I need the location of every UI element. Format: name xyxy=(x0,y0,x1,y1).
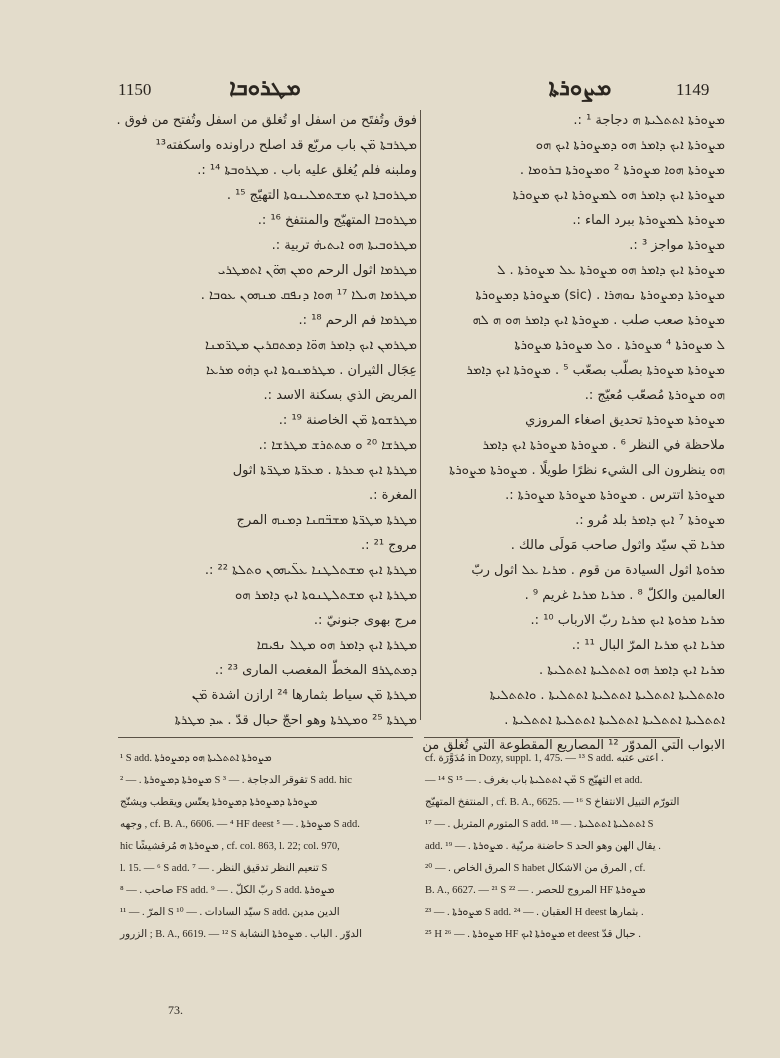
entry-line: ܡܛܪܬܐ ܐܝܟ ܡܫܬܠܛܢܘܬܐ ܐܝܟ ܕܐܡܪ ܗܘ xyxy=(235,588,417,603)
right-text-column xyxy=(420,108,725,758)
entry-line: الابواب التي المدوّر ¹² المصاريع المقطوعة التي تُغلق من xyxy=(422,738,725,753)
entry-line: ܡܪܝܐ ܐܝܟ ܕܐܡܪ ܗܘ ܐܬܬܠܝܬܐ ܐܬܬܠܝܬܐ . xyxy=(538,663,725,678)
entry-line: ملاحظة في النظر ⁶ . ܡܨܘܪܬܐ ܡܨܘܪܬܐ ܐܝܟ ܕܐܡܪ xyxy=(482,438,725,453)
entry-line: ܡܨܘܪܬܐ مواجز ³ :. xyxy=(629,238,725,253)
entry-line: ܡܨܘܪܬܐ ܗܘܐ ܡܨܘܪܬܐ ² ܘܡܨܘܪܬܐ ܒܪܘܡܐ . xyxy=(519,163,725,178)
footnote-line: المتورم المتربل . — ¹⁷ S add. ܐܬܬܠܝܬܐ ܐܬܬܠܝܬܐ . — ¹⁸ S xyxy=(425,819,654,830)
entry-line: ܡܛܪܬܐ ܐܝܟ ܕܐܡܪ ܗܘ ܡܛܠ ܢܦܝܩܐ xyxy=(256,638,417,653)
entry-line: ܐܬܬܠܝܬܐ ܐܬܬܠܝܬܐ ܐܬܬܠܝܬܐ ܐܬܬܠܝܬܐ ܐܬܬܠܝܬܐ . xyxy=(504,713,725,728)
footnote-line: المنتفخ المتهيّج , cf. B. A., 6625. — ¹⁶ S التورّم التبيل الانتفاخ xyxy=(425,797,680,808)
entry-line: ܡܨܘܪܬܐ ܠܡܨܘܪܬܐ ببرد الماء :. xyxy=(572,213,725,228)
footnote-line: صاحب . — ⁸ FS add. ربّ الكلّ . — ⁹ S add. ܡܨܘܪܬܐ xyxy=(120,885,335,896)
entry-line: ܡܛܪܬܐ ܡ̈ܢ سياط بثمارها ²⁴ ارازن اشدة ܡ̈ܢ xyxy=(191,688,417,703)
entry-line: ܡܨܘܪܬܐ ܐܬܬܠܝܬܐ ܗ دجاجة ¹ :. xyxy=(573,113,725,128)
footnote-rule-left xyxy=(118,737,413,738)
entry-line: ܕܡܬܛܪܦ المخطّ المغصب المارى ²³ :. xyxy=(214,663,417,678)
footnote-line: — ¹⁴ S ܡ̈ܢ ܐܬܬܠܝܬܐ باب بغرف . — ¹⁵ S التهيّج et add. xyxy=(425,775,643,786)
entry-line: ܡܨܘܪܬܐ ⁷ ܐܝܟ ܕܐܡܪ بلد مُرو :. xyxy=(575,513,725,528)
entry-line: العالمين والكلّ ⁸ . ܡܪܝܐ ܡܪܝܐ غريم ⁹ . xyxy=(524,588,725,603)
footnote-line: وجهه , cf. B. A., 6606. — ⁴ HF deest ܡܨܘܪܬܐ . — ⁵ S add. xyxy=(120,819,360,830)
entry-line: ܠ ܡܨܘܪܬܐ ⁴ ܡܨܘܪܬܐ . ܘܠ ܡܨܘܪܬܐ ܡܨܘܪܬܐ xyxy=(514,338,725,353)
right-running-head: ܡܨܘܪܬܐ xyxy=(548,76,612,101)
entry-line: مرج بهوى جنونيّ :. xyxy=(313,613,417,628)
entry-line: ܡܨܘܪܬܐ ܐܝܟ ܕܐܡܪ ܗܘ ܡܨܘܪܬܐ ܥܠ ܡܨܘܪܬܐ . ܠ xyxy=(496,263,725,278)
footnote-line: hic ܡܨܘܪܬܐ ܗ مُرقشيشًا , cf. col. 863, l. 22; col. 970, xyxy=(120,841,340,852)
entry-line: ܡܛܪܡܐ اثول الرحم ܘܡܢ ܗܘ̈ܢ ܐܬܡܛܪܝ xyxy=(217,263,417,278)
footnote-line: ܡܨܘܪܬܐ ܕܡܨܘܪܬܐ . — ² S تقوقر الدجاجة . — ³ S add. hic xyxy=(120,775,352,786)
footnote-line: B. A., 6627. — ²¹ S المروج للحصر . — ²² HF ܡܨܘܪܬܐ xyxy=(425,885,646,896)
footnote-line: ܡܨܘܪܬܐ . — ²³ S add. العقبان . — ²⁴ H deest بثمارها . xyxy=(425,907,644,918)
entry-line: المغرة :. xyxy=(369,488,417,503)
entry-line: ܡܛܪܘܒܬܐ ܐܝܟ ܡܫܬܡܠܝܢܘܬܐ التهيّج ¹⁵ . xyxy=(226,188,417,203)
footnotes-right xyxy=(425,748,683,946)
entry-line: المريض الذي بسكنة الاسد :. xyxy=(263,388,417,403)
entry-line: ܡܪܝܐ ܐܝܟ ܡܪܝܐ المرّ البال ¹¹ :. xyxy=(571,638,725,653)
left-text-column xyxy=(112,108,417,733)
entry-line: ܡܨܘܪܬܐ ܡܨܘܪܬܐ تحديق اصغاء المروزي xyxy=(525,413,725,428)
entry-line: مروج ²¹ :. xyxy=(360,538,417,553)
entry-line: ܡܨܘܪܬܐ ܐܝܟ ܕܐܡܪ ܗܘ ܕܡܨܘܪܬܐ ܐܝܟ ܗܘ xyxy=(535,138,725,153)
entry-line: ܡܨܘܪܬܐ اتترس . ܡܨܘܪܬܐ ܡܨܘܪܬܐ ܡܨܘܪܬܐ :. xyxy=(505,488,725,503)
entry-line: ܡܨܘܪܬܐ ܡܨܘܪܬܐ بصلّب بصعّب ⁵ . ܡܨܘܪܬܐ ܐܝܟ ܕܐܡܪ xyxy=(466,363,725,378)
entry-line: ܡܛܪܫܐ ²⁰ ܘ ܡܬܬܪܫ ܡܛܪܫܐ :. xyxy=(258,438,417,453)
footnote-line: add. حاضنة مربّية . ܡܨܘܪܬܐ . — ¹⁹ S يقال الهن وهو الحد . xyxy=(425,841,661,852)
entry-line: ܗܘ ينظرون الى الشيء نظرًا طويلًا . ܡܨܘܪܬܐ ܡܨܘܪܬܐ xyxy=(449,463,725,478)
entry-line: ܡܨܘܪܬܐ ܕܡܨܘܪܬܐ ܢܘܗܪܐ . (sic) ܡܨܘܪܬܐ ܕܡܨܘܪܬܐ xyxy=(475,288,725,303)
footnote-line: ܡܨܘܪܬܐ ܕܡܨܘܪܬܐ ܕܡܨܘܪܬܐ يعتّس ويقطب ويشنّج xyxy=(120,797,318,808)
left-running-head: ܡܛܪܘܒܐ xyxy=(229,76,301,101)
footnote-line: l. 15. — ⁶ S add. تنعيم النظر تدقيق النظر . — ⁷ S xyxy=(120,863,328,874)
footnote-rule-right xyxy=(424,737,680,738)
entry-line: ܡܛܪܘܒܐ المتهيّج والمنتفخ ¹⁶ :. xyxy=(257,213,417,228)
left-page-number: 1150 xyxy=(118,80,152,99)
entry-line: ܡܛܪܫܘܬܐ ܡ̈ܢ الخاصنة ¹⁹ :. xyxy=(278,413,417,428)
entry-line: ܡܛܪܡܐ فم الرحم ¹⁸ :. xyxy=(298,313,417,328)
entry-line: ܘܐܬܬܠܝܬܐ ܐܬܬܠܝܬܐ ܐܬܬܠܝܬܐ ܐܬܬܠܝܬܐ . ܘܐܬܬܠܝܬܐ xyxy=(489,688,725,703)
footnote-line: الزرور ; B. A., 6619. — ¹² S الدوّر . الباب . ܡܨܘܪܬܐ النشابة xyxy=(120,929,363,940)
entry-line: ܡܛܪܘܒܝܬܐ ܗܘ ܐܝܬܝܗ̇ تربية :. xyxy=(271,238,417,253)
entry-line: عِجَال الثيران . ܡܛܪܡܢܘܬܐ ܐܝܟ ܕܗ̇ܘ ܡܪܥܐ xyxy=(205,363,417,378)
entry-line: ܗܘ ܡܨܘܪܬܐ مُصعّب مُعيّج :. xyxy=(584,388,725,403)
right-page-number: 1149 xyxy=(676,80,710,99)
entry-line: ܡܛܪܡܐ ܗܝܠܐ ¹⁷ ܗܘܐ ܕܢܦܩ ܡܢܗܘܢ ܥܘܒܐ . xyxy=(200,288,417,303)
entry-line: ܡܪܘܬܐ اثول السيادة من قوم . ܡܪܝܐ ܥܠ اثول ربّ xyxy=(471,563,725,578)
footnote-line: ²⁵ H ܡܨܘܪܬܐ . — ²⁶ HF ܡܨܘܪܬܐ ܐܝܟ et deest حبال قدّ . xyxy=(425,929,641,940)
entry-line: ܡܛܪܬܐ ܐܝܟ ܡܥܪܬܐ . ܡܥܪ̈ܬܐ ܡܛܪ̈ܬܐ اثول xyxy=(232,463,417,478)
entry-line: ܡܛܪܒܬܐ ܡ̈ܢ باب مربّع قد اصلح دراونده واسكفته¹³ xyxy=(155,138,417,153)
entry-line: ܡܨܘܪܬܐ ܐܝܟ ܕܐܡܪ ܗܘ ܠܡܨܘܪܬܐ ܐܝܟ ܡܨܘܪܬܐ xyxy=(512,188,725,203)
entry-line: ܡܨܘܪܬܐ صعب صلب . ܡܨܘܪܬܐ ܐܝܟ ܕܐܡܪ ܗܘ ܗ ܠܗ xyxy=(472,313,725,328)
footnote-line: ¹ S add. ܡܨܘܪܬܐ ܐܬܬܠܝܬܐ ܗܘ ܕܡܨܘܪܬܐ xyxy=(120,753,272,764)
entry-line: ܡܛܪܡܢ ܐܝܟ ܕܐܡܪ ܗܘ̈ܐ ܕܡܬܩܪܝܢ ܡܛܪ̈ܡܢܐ xyxy=(205,338,417,353)
entry-line: ܡܪܝܐ ܡ̈ܢ سيّد واثول صاحب مَولَى مالك . xyxy=(510,538,725,553)
entry-line: ܡܛܪܬܐ ܐܝܟ ܡܫܬܠܛܢܐ ܥܠ̈ܝܗܘܢ ܘܬܠܬܐ ²² :. xyxy=(204,563,417,578)
entry-line: وملبنه فلم يُغلق عليه باب . ܡܛܪܘܒܬܐ ¹⁴ :. xyxy=(197,163,417,178)
entry-line: ܡܪܝܐ ܡܪܘܬܐ ܐܝܟ ܡܪܝܐ ربّ الارباب ¹⁰ :. xyxy=(530,613,725,628)
footnotes-left xyxy=(120,748,410,946)
entry-line: فوق وتُفتَح من اسفل او تُغلق من اسفل وتُفتح من فوق . xyxy=(116,113,417,128)
footnote-line: المرّ . — ¹¹ S سيّد السادات . — ¹⁰ S add. الدين مدين xyxy=(120,907,340,918)
footnote-line: المرق الخاص . — ²⁰ S habet المرق من الاشكال , cf. xyxy=(425,863,646,874)
entry-line: ܡܛܪܬܐ ²⁵ ܘܡܛܪܬܐ وهو احجّ حبال قدّ . ܚܕ ܡܛܪܬܐ xyxy=(174,713,417,728)
signature-mark: 73. xyxy=(168,1003,183,1017)
entry-line: ܡܛܪܬܐ ܡܛܪ̈ܬܐ ܡܫܒ̈ܩܢܐ ܕܡܢܗ المرج xyxy=(236,513,417,528)
footnote-line: cf. مُدَوَّرَة in Dozy, suppl. 1, 475. — ¹³ S add. اعتى عتبه . xyxy=(425,753,664,764)
